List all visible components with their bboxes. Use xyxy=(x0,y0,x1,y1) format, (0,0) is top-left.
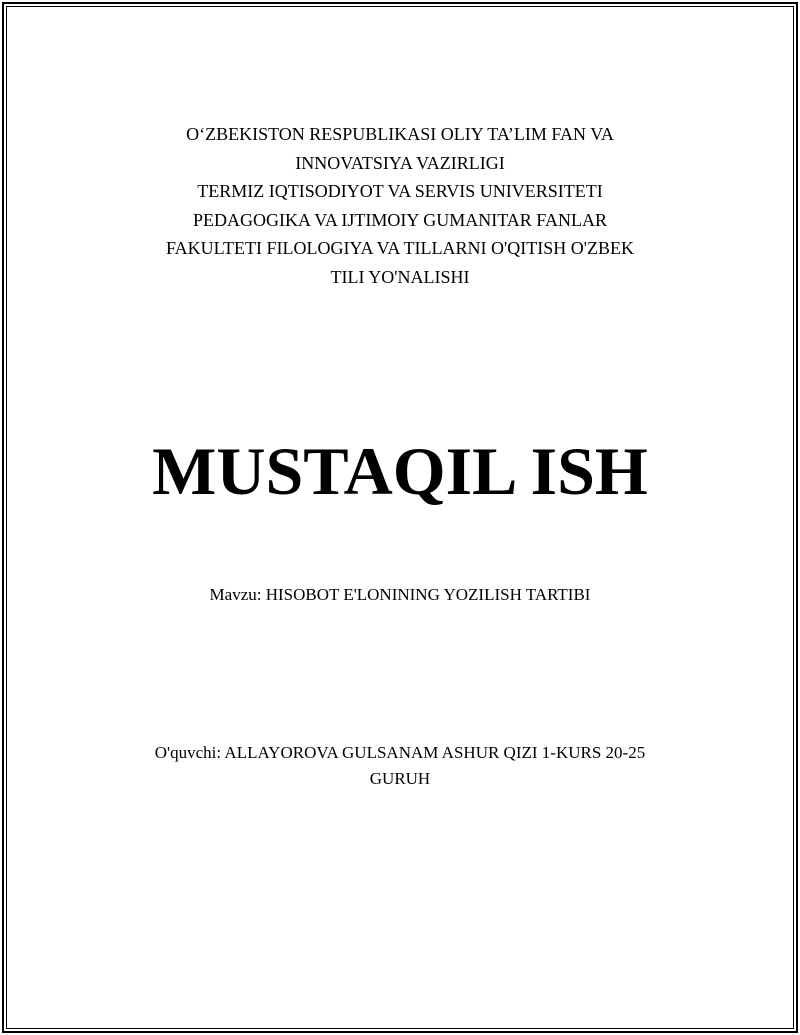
header-line: TILI YO'NALISHI xyxy=(330,266,470,287)
student-line: GURUH xyxy=(369,769,431,788)
header-line: TERMIZ IQTISODIYOT VA SERVIS UNIVERSITETI xyxy=(197,181,603,201)
header-line: INNOVATSIYA VAZIRLIGI xyxy=(295,152,505,173)
header-line: PEDAGOGIKA VA IJTIMOIY GUMANITAR FANLAR xyxy=(193,209,607,230)
student-info xyxy=(100,740,700,792)
document-title: MUSTAQIL ISH xyxy=(152,433,648,509)
institution-header xyxy=(100,120,700,291)
student-line: O'quvchi: ALLAYOROVA GULSANAM ASHUR QIZI 1-KURS 20-25 xyxy=(154,743,646,762)
header-line: O‘ZBEKISTON RESPUBLIKASI OLIY TA’LIM FAN VA xyxy=(186,124,614,144)
header-line: FAKULTETI FILOLOGIYA VA TILLARNI O'QITISH O'ZBEK xyxy=(166,238,634,258)
topic-line: Mavzu: HISOBOT E'LONINING YOZILISH TARTIBI xyxy=(209,585,591,604)
